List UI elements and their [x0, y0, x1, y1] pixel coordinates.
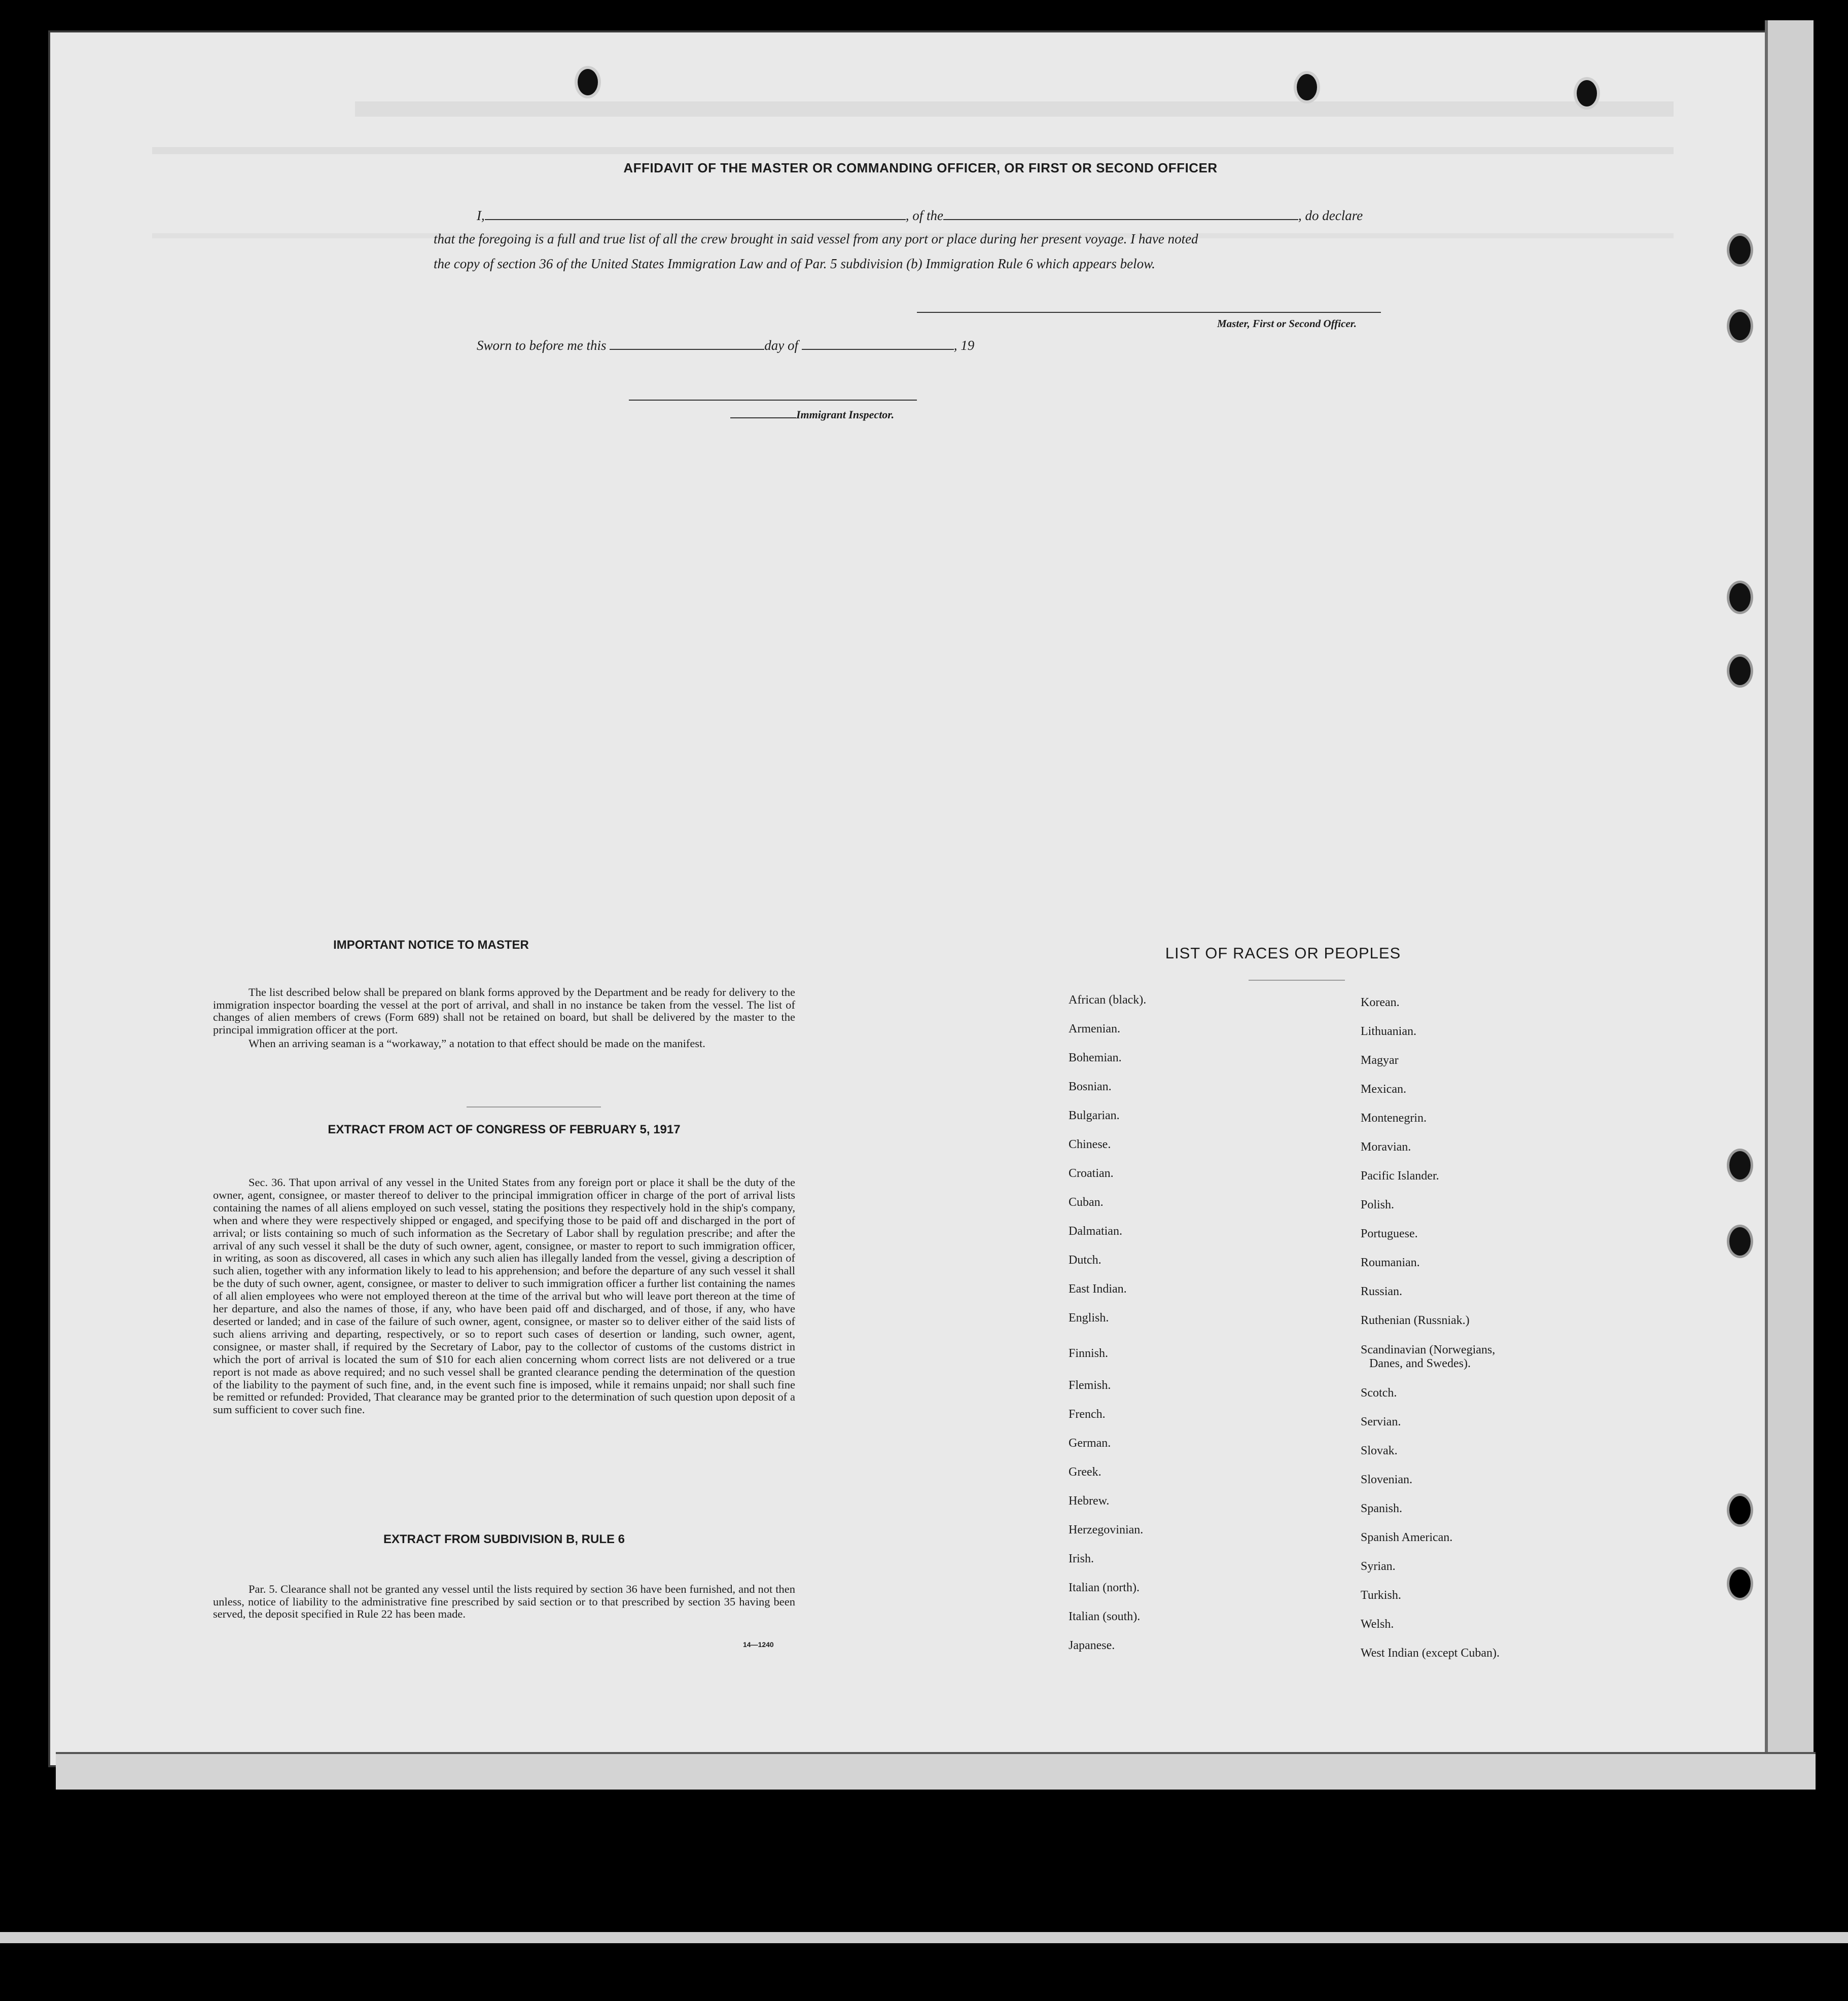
separator — [467, 1106, 601, 1107]
race-item: Bohemian. — [1069, 1051, 1122, 1064]
affidavit-of-the-label: , of the — [905, 208, 943, 223]
inspector-caption: Immigrant Inspector. — [796, 408, 895, 421]
race-item: Hebrew. — [1069, 1494, 1110, 1508]
race-item: Herzegovinian. — [1069, 1523, 1144, 1537]
race-item: Syrian. — [1361, 1560, 1396, 1573]
race-item: Lithuanian. — [1361, 1025, 1416, 1038]
sworn-day-field[interactable] — [610, 349, 764, 350]
act-extract-paragraph: Sec. 36. That upon arrival of any vessel in the United States from any foreign port or place it shall be the duty of the owner, agent, consignee, or master thereof to deliver to the principal immigration officer in charge of the port of arrival lists containing the names of all aliens employed on such vessel, stating the positions they respectively hold in the ship's company, when and where they were respectively shipped or engaged, and specifying those to be paid off and discharged in the port of arrival; or lists containing so much of such information as the Secretary of Labor shall by regulation prescribe; and after the arrival of any such vessel it shall be the duty of such owner, agent, consignee, or master to report to such immigration officer, in writing, as soon as discovered, all cases in which any such alien has illegally landed from the vessel, giving a description of such alien, together with any information likely to lead to his apprehension; and before the departure of any such vessel it shall be the duty of such owner, agent, consignee, or master to deliver to such immigration officer a further list containing the names of all alien employees who were not employed thereon at the time of the arrival but who will leave port thereon at the time of her departure, and also the names of those, if any, who have been paid off and discharged, and of those, if any, who have deserted or landed; and in case of the failure of such owner, agent, consignee, or master so to deliver either of the said lists of such aliens arriving and departing, respectively, or so to report such cases of desertion or landing, such owner, agent, consignee, or master shall, if required by the Secretary of Labor, pay to the collector of customs of the customs district in which the port of arrival is located the sum of $10 for each alien concerning whom correct lists are not delivered or a true report is not made as above required; and no such vessel shall be granted clearance pending the determination of the question of the liability to the payment of such fine, and, in the event such fine is imposed, while it remains unpaid; nor shall such fine be remitted or refunded: Provided, That clearance may be granted prior to the determination of such question upon deposit of a sum sufficient to cover such fine. — [213, 1176, 795, 1416]
sworn-year-label: , 19 — [953, 338, 975, 353]
inspector-signature-line[interactable] — [629, 400, 917, 401]
race-item: Montenegrin. — [1361, 1112, 1427, 1125]
race-item: Japanese. — [1069, 1639, 1115, 1652]
sworn-month-field[interactable] — [802, 349, 954, 350]
race-item: Slovak. — [1361, 1444, 1398, 1457]
punch-hole — [1727, 309, 1753, 343]
punch-hole — [1574, 77, 1600, 110]
affidavit-i-label: I, — [477, 208, 485, 223]
race-item: Roumanian. — [1361, 1256, 1420, 1269]
notice-heading: IMPORTANT NOTICE TO MASTER — [333, 938, 529, 952]
race-item: German. — [1069, 1437, 1111, 1450]
scan-band — [0, 1932, 1848, 1943]
rule-extract-body — [213, 1583, 795, 1621]
rule-extract-paragraph: Par. 5. Clearance shall not be granted any vessel until the lists required by section 36 have been furnished, and not then unless, notice of liability to the administrative fine prescribed by said section or to that prescribed by section 35 having been served, the deposit specified in Rule 22 has been made. — [213, 1583, 795, 1621]
race-item: Mexican. — [1361, 1083, 1406, 1096]
signature-line[interactable] — [917, 312, 1381, 313]
affidavit-line-1 — [477, 208, 1363, 224]
races-separator — [1249, 980, 1345, 981]
master-name-field[interactable] — [485, 219, 906, 220]
race-item: Cuban. — [1069, 1196, 1104, 1209]
punch-hole — [1294, 71, 1320, 103]
vessel-name-field[interactable] — [943, 219, 1298, 220]
punch-hole — [1727, 581, 1753, 614]
punch-hole — [575, 66, 601, 98]
sworn-prefix: Sworn to before me this — [477, 338, 607, 353]
race-item: Scotch. — [1361, 1386, 1397, 1400]
bleed-through — [355, 101, 1674, 117]
race-item: French. — [1069, 1408, 1106, 1421]
race-item: Bulgarian. — [1069, 1109, 1120, 1122]
race-item: Bosnian. — [1069, 1080, 1112, 1093]
signature-caption: Master, First or Second Officer. — [1217, 317, 1357, 330]
race-item: Dalmatian. — [1069, 1225, 1122, 1238]
act-extract-heading: EXTRACT FROM ACT OF CONGRESS OF FEBRUARY 5, 1917 — [328, 1123, 681, 1136]
affidavit-declare-label: , do declare — [1298, 208, 1363, 223]
race-item: Slovenian. — [1361, 1473, 1412, 1486]
punch-hole — [1727, 1149, 1753, 1182]
race-item: African (black). — [1069, 993, 1147, 1007]
race-item: Welsh. — [1361, 1618, 1394, 1631]
race-item: Italian (north). — [1069, 1581, 1140, 1594]
inspector-caption-line — [730, 408, 894, 421]
race-item: Moravian. — [1361, 1140, 1411, 1154]
race-item: Russian. — [1361, 1285, 1403, 1298]
race-item: Spanish American. — [1361, 1531, 1453, 1544]
punch-hole — [1727, 1567, 1753, 1600]
race-item: Ruthenian (Russniak.) — [1361, 1314, 1470, 1327]
race-item: Magyar — [1361, 1054, 1399, 1067]
race-item: Servian. — [1361, 1415, 1401, 1428]
notice-paragraph-2: When an arriving seaman is a “workaway,” a notation to that effect should be made on the manifest. — [248, 1037, 705, 1050]
sworn-day-of-label: day of — [764, 338, 798, 353]
page-bottom-edge — [56, 1752, 1816, 1790]
race-item: Polish. — [1361, 1198, 1395, 1211]
race-item: Chinese. — [1069, 1138, 1111, 1151]
race-item: Irish. — [1069, 1552, 1094, 1565]
punch-hole — [1727, 1493, 1753, 1527]
race-item: Portuguese. — [1361, 1227, 1418, 1240]
page-edge — [1765, 20, 1814, 1755]
sworn-line — [477, 338, 974, 353]
race-item: English. — [1069, 1311, 1109, 1325]
race-item: Armenian. — [1069, 1022, 1120, 1035]
race-item: West Indian (except Cuban). — [1361, 1647, 1500, 1660]
notice-paragraph-1: The list described below shall be prepared on blank forms approved by the Department and be ready for delivery to the immigration inspector boarding the vessel at the port of arrival, and shall in no instance be taken from the vessel. The list of changes of alien members of crews (Form 689) shall not be retained on board, but shall be delivered by the master to the principal immigration officer at the port. — [213, 986, 795, 1036]
punch-hole — [1727, 1225, 1753, 1258]
race-item: East Indian. — [1069, 1282, 1127, 1296]
race-item: Turkish. — [1361, 1589, 1401, 1602]
document-page — [48, 30, 1805, 1767]
affidavit-title: AFFIDAVIT OF THE MASTER OR COMMANDING OFFICER, OR FIRST OR SECOND OFFICER — [623, 160, 1218, 175]
rule-extract-heading: EXTRACT FROM SUBDIVISION B, RULE 6 — [383, 1532, 625, 1546]
race-item: Korean. — [1361, 996, 1400, 1009]
inspector-field[interactable] — [730, 417, 796, 418]
notice-body — [213, 986, 795, 1050]
affidavit-line-3: the copy of section 36 of the United States Immigration Law and of Par. 5 subdivision (b) Immigration Rule 6 which appears below. — [434, 256, 1155, 271]
race-item: Finnish. — [1069, 1347, 1109, 1360]
races-heading: LIST OF RACES OR PEOPLES — [1165, 944, 1401, 962]
race-item-continuation: Danes, and Swedes). — [1369, 1357, 1471, 1370]
race-item: Dutch. — [1069, 1254, 1101, 1267]
form-number: 14—1240 — [743, 1640, 774, 1649]
race-item: Scandinavian (Norwegians, — [1361, 1343, 1496, 1356]
race-item: Pacific Islander. — [1361, 1169, 1439, 1183]
race-item: Croatian. — [1069, 1167, 1114, 1180]
act-extract-body — [213, 1176, 795, 1416]
punch-hole — [1727, 233, 1753, 267]
affidavit-line-2: that the foregoing is a full and true list of all the crew brought in said vessel from any port or place during her present voyage. I have noted — [434, 231, 1198, 246]
race-item: Italian (south). — [1069, 1610, 1141, 1623]
race-item: Spanish. — [1361, 1502, 1403, 1515]
race-item: Greek. — [1069, 1466, 1101, 1479]
punch-hole — [1727, 654, 1753, 688]
bleed-through — [152, 147, 1674, 154]
race-item: Flemish. — [1069, 1379, 1111, 1392]
